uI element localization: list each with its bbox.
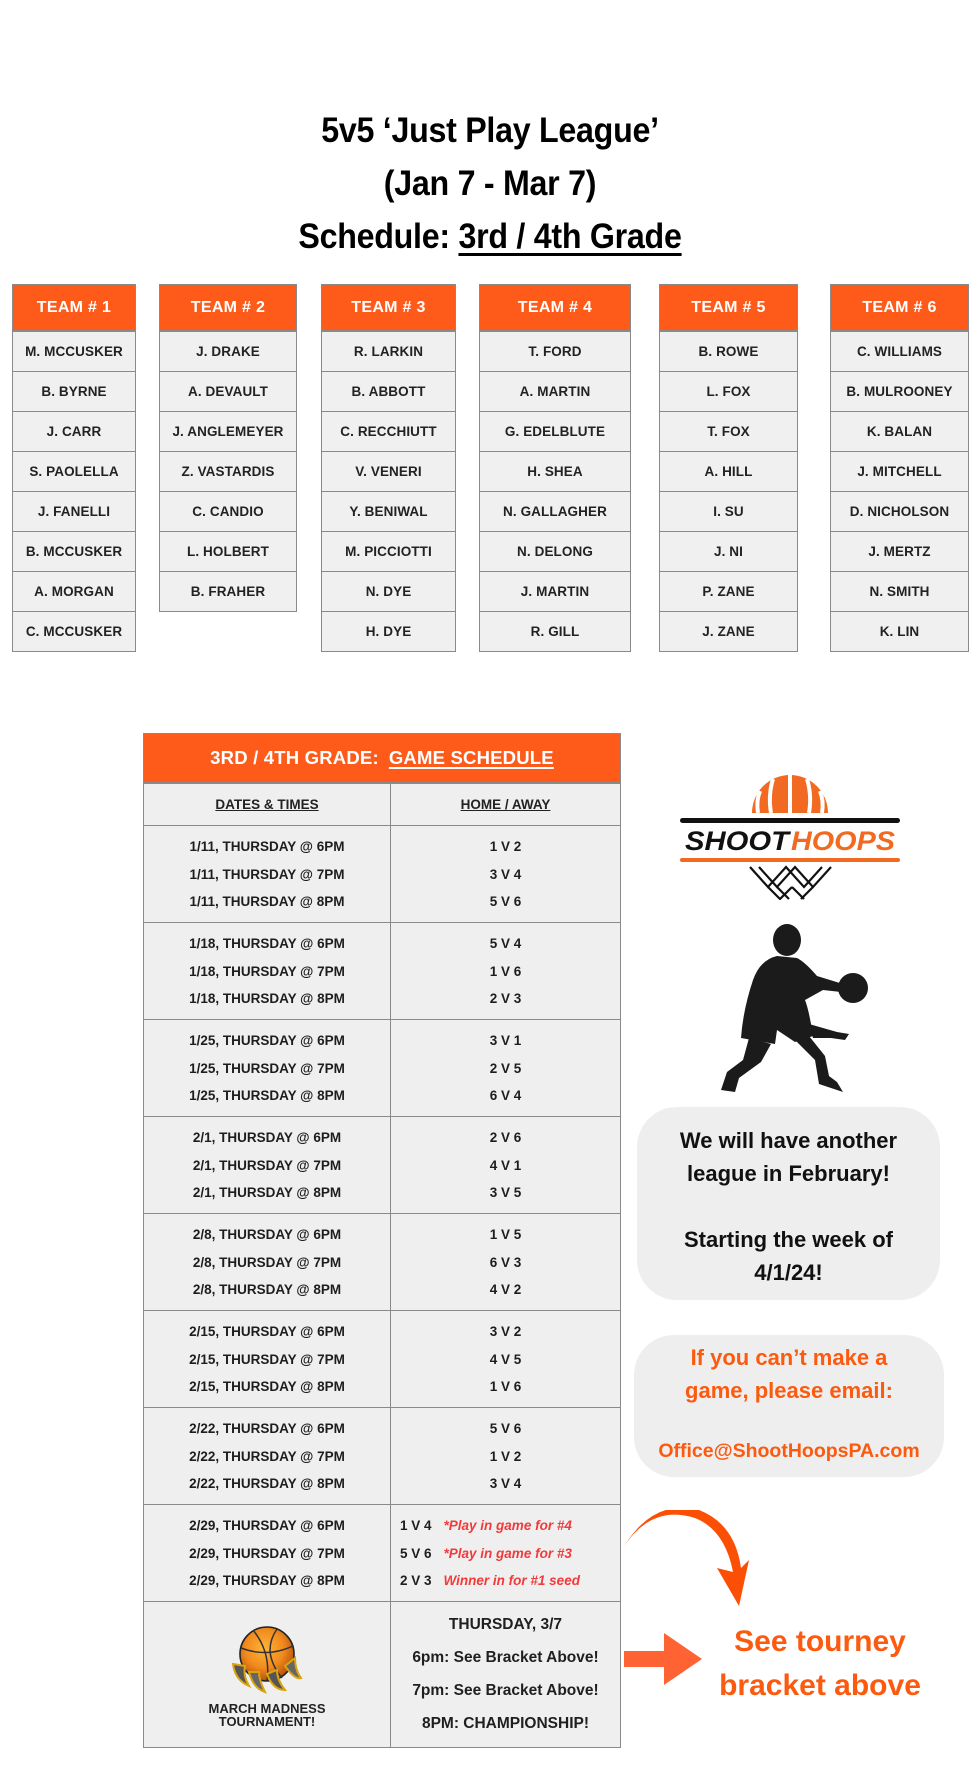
player-cell: H. DYE	[322, 611, 455, 651]
team-roster-6	[830, 284, 969, 652]
game-matchup: 1 V 2	[489, 1448, 522, 1464]
player-cell: J. MITCHELL	[831, 451, 968, 491]
player-cell: C. WILLIAMS	[831, 331, 968, 371]
team-roster-3	[321, 284, 456, 652]
game-time: 2/29, THURSDAY @ 8PM	[189, 1573, 345, 1588]
game-time: 1/18, THURSDAY @ 6PM	[189, 936, 345, 951]
game-matchup: 2 V 6	[489, 1130, 522, 1145]
tournament-game: 6pm: See Bracket Above!	[412, 1649, 599, 1666]
game-time: 1/11, THURSDAY @ 7PM	[189, 866, 345, 882]
page-title	[0, 104, 980, 263]
player-cell: C. CANDIO	[160, 491, 296, 531]
schedule-column-headers	[144, 783, 620, 825]
game-matchup: 2 V 3	[400, 1573, 432, 1588]
player-cell: M. MCCUSKER	[13, 331, 135, 371]
basketball-claw-icon	[227, 1622, 307, 1694]
player-cell: A. HILL	[660, 451, 797, 491]
tournament-label-line2: TOURNAMENT!	[218, 1713, 316, 1729]
contact-bubble	[634, 1335, 944, 1477]
game-matchup: 1 V 4	[400, 1518, 432, 1533]
tournament-label-line1: MARCH MADNESS	[208, 1700, 326, 1716]
player-cell: S. PAOLELLA	[13, 451, 135, 491]
game-matchup: 1 V 2	[489, 839, 522, 854]
title-date-range: (Jan 7 - Mar 7)	[383, 164, 597, 203]
player-cell: T. FORD	[480, 331, 630, 371]
player-cell: J. ANGLEMEYER	[160, 411, 296, 451]
game-time: 1/18, THURSDAY @ 8PM	[189, 991, 345, 1006]
player-cell: N. DELONG	[480, 531, 630, 571]
game-matchup: 4 V 1	[489, 1157, 522, 1173]
schedule-title-prefix: 3RD / 4TH GRADE:	[210, 747, 379, 768]
player-cell: B. MULROONEY	[831, 371, 968, 411]
contact-line: game, please email:	[685, 1378, 893, 1403]
column-header-dates: DATES & TIMES	[144, 784, 391, 825]
game-time: 2/15, THURSDAY @ 8PM	[189, 1379, 345, 1394]
team-header: TEAM # 5	[660, 285, 797, 331]
game-matchup: 1 V 6	[489, 1379, 522, 1394]
player-cell: L. FOX	[660, 371, 797, 411]
game-time: 2/8, THURSDAY @ 8PM	[192, 1282, 342, 1297]
game-matchup: 2 V 5	[489, 1060, 522, 1076]
title-schedule	[39, 210, 941, 263]
player-cell: J. NI	[660, 531, 797, 571]
team-roster-4	[479, 284, 631, 652]
shoothoops-logo	[680, 775, 900, 900]
game-note: *Play in game for #4	[443, 1518, 572, 1533]
tournament-label	[209, 1702, 326, 1728]
contact-email-link[interactable]: Office@ShootHoopsPA.com	[658, 1440, 920, 1462]
player-cell: L. HOLBERT	[160, 531, 296, 571]
game-matchup-with-note	[391, 1539, 620, 1567]
player-cell: J. FANELLI	[13, 491, 135, 531]
game-note: *Play in game for #3	[443, 1545, 572, 1561]
game-time: 1/11, THURSDAY @ 8PM	[189, 894, 345, 909]
announcement-line: 4/1/24!	[754, 1260, 823, 1285]
schedule-week	[144, 1116, 620, 1213]
tourney-callout-line: bracket above	[719, 1669, 921, 1702]
player-cell: Y. BENIWAL	[322, 491, 455, 531]
contact-line: If you can’t make a	[690, 1345, 888, 1370]
player-cell: C. MCCUSKER	[13, 611, 135, 651]
player-cell: J. DRAKE	[160, 331, 296, 371]
player-cell: H. SHEA	[480, 451, 630, 491]
announcement-bubble	[637, 1107, 940, 1300]
tourney-callout-line: See tourney	[734, 1625, 906, 1658]
tournament-championship: 8PM: CHAMPIONSHIP!	[421, 1715, 590, 1732]
game-matchup: 1 V 6	[489, 963, 522, 979]
game-matchup: 5 V 6	[400, 1545, 432, 1561]
tourney-callout	[700, 1620, 940, 1708]
schedule-week-play-in	[144, 1504, 620, 1601]
player-cell: B. MCCUSKER	[13, 531, 135, 571]
team-header: TEAM # 6	[831, 285, 968, 331]
game-time: 2/1, THURSDAY @ 6PM	[192, 1130, 342, 1145]
logo-word-hoops: HOOPS	[791, 826, 895, 856]
player-cell: A. MARTIN	[480, 371, 630, 411]
game-matchup: 3 V 2	[489, 1324, 522, 1339]
player-cell: J. MARTIN	[480, 571, 630, 611]
game-time: 2/22, THURSDAY @ 8PM	[189, 1476, 345, 1491]
player-cell: D. NICHOLSON	[831, 491, 968, 531]
schedule-title	[144, 734, 620, 783]
tournament-game: 7pm: See Bracket Above!	[412, 1682, 599, 1699]
schedule-week	[144, 1019, 620, 1116]
game-time: 2/15, THURSDAY @ 6PM	[189, 1324, 345, 1339]
player-cell: V. VENERI	[322, 451, 455, 491]
player-cell: B. ROWE	[660, 331, 797, 371]
player-cell: G. EDELBLUTE	[480, 411, 630, 451]
game-matchup: 6 V 3	[489, 1254, 522, 1270]
game-matchup: 3 V 4	[489, 866, 522, 882]
player-cell: R. LARKIN	[322, 331, 455, 371]
game-time: 1/18, THURSDAY @ 7PM	[189, 963, 345, 979]
announcement-line: We will have another	[679, 1128, 898, 1153]
game-matchup: 1 V 5	[489, 1227, 522, 1242]
game-time: 2/22, THURSDAY @ 7PM	[189, 1448, 345, 1464]
schedule-week	[144, 922, 620, 1019]
player-cell: N. SMITH	[831, 571, 968, 611]
schedule-week	[144, 1407, 620, 1504]
net-icon	[750, 867, 831, 899]
game-time: 2/8, THURSDAY @ 7PM	[192, 1254, 342, 1270]
game-matchup: 5 V 6	[489, 894, 522, 909]
logo-word-shoot: SHOOT	[685, 826, 792, 856]
game-matchup: 4 V 5	[489, 1351, 522, 1367]
basketball-player-silhouette-icon	[705, 920, 875, 1095]
game-matchup: 5 V 4	[489, 936, 522, 951]
player-cell: T. FOX	[660, 411, 797, 451]
player-cell: P. ZANE	[660, 571, 797, 611]
game-matchup: 3 V 1	[489, 1033, 522, 1048]
player-cell: B. FRAHER	[160, 571, 296, 611]
basketball-icon	[752, 775, 828, 813]
game-time: 1/25, THURSDAY @ 8PM	[189, 1088, 345, 1103]
player-cell: K. LIN	[831, 611, 968, 651]
game-time: 1/25, THURSDAY @ 7PM	[189, 1060, 345, 1076]
player-cell: K. BALAN	[831, 411, 968, 451]
right-arrow-icon	[624, 1633, 704, 1685]
game-time: 2/22, THURSDAY @ 6PM	[189, 1421, 345, 1436]
player-cell: A. MORGAN	[13, 571, 135, 611]
game-matchup: 2 V 3	[489, 991, 522, 1006]
player-cell: J. MERTZ	[831, 531, 968, 571]
team-roster-2	[159, 284, 297, 612]
tournament-date: THURSDAY, 3/7	[448, 1616, 563, 1633]
game-time: 1/25, THURSDAY @ 6PM	[189, 1033, 345, 1048]
team-header: TEAM # 3	[322, 285, 455, 331]
game-time: 1/11, THURSDAY @ 6PM	[189, 839, 345, 854]
team-header: TEAM # 1	[13, 285, 135, 331]
player-cell: J. CARR	[13, 411, 135, 451]
game-matchup-with-note	[391, 1512, 620, 1540]
title-league-name: 5v5 ‘Just Play League’	[321, 111, 659, 150]
curved-arrow-icon	[621, 1510, 751, 1610]
schedule-title-underlined: GAME SCHEDULE	[388, 747, 554, 768]
game-time: 2/15, THURSDAY @ 7PM	[189, 1351, 345, 1367]
team-header: TEAM # 4	[480, 285, 630, 331]
game-matchup: 4 V 2	[489, 1282, 522, 1297]
player-cell: N. GALLAGHER	[480, 491, 630, 531]
player-cell: Z. VASTARDIS	[160, 451, 296, 491]
game-schedule-table	[143, 733, 621, 1748]
player-cell: B. BYRNE	[13, 371, 135, 411]
game-note: Winner in for #1 seed	[443, 1573, 580, 1588]
team-roster-5	[659, 284, 798, 652]
team-roster-1	[12, 284, 136, 652]
schedule-week	[144, 1310, 620, 1407]
player-cell: R. GILL	[480, 611, 630, 651]
schedule-tournament	[144, 1601, 620, 1747]
player-cell: I. SU	[660, 491, 797, 531]
game-matchup-with-note	[391, 1567, 620, 1595]
game-time: 2/8, THURSDAY @ 6PM	[192, 1227, 342, 1242]
title-grade: 3rd / 4th Grade	[458, 217, 682, 256]
schedule-week	[144, 1213, 620, 1310]
game-matchup: 3 V 4	[489, 1476, 522, 1491]
game-matchup: 5 V 6	[489, 1421, 522, 1436]
title-schedule-prefix: Schedule:	[298, 217, 459, 256]
game-time: 2/29, THURSDAY @ 6PM	[189, 1518, 345, 1533]
announcement-line: league in February!	[687, 1161, 890, 1186]
player-cell: C. RECCHIUTT	[322, 411, 455, 451]
game-time: 2/1, THURSDAY @ 8PM	[192, 1185, 342, 1200]
schedule-week	[144, 825, 620, 922]
game-matchup: 3 V 5	[489, 1185, 522, 1200]
player-cell: B. ABBOTT	[322, 371, 455, 411]
player-cell: J. ZANE	[660, 611, 797, 651]
team-header: TEAM # 2	[160, 285, 296, 331]
game-time: 2/1, THURSDAY @ 7PM	[192, 1157, 342, 1173]
game-time: 2/29, THURSDAY @ 7PM	[189, 1545, 345, 1561]
column-header-matchups: HOME / AWAY	[460, 797, 551, 812]
player-cell: N. DYE	[322, 571, 455, 611]
player-cell: M. PICCIOTTI	[322, 531, 455, 571]
announcement-line: Starting the week of	[683, 1227, 894, 1252]
player-cell: A. DEVAULT	[160, 371, 296, 411]
game-matchup: 6 V 4	[489, 1088, 522, 1103]
